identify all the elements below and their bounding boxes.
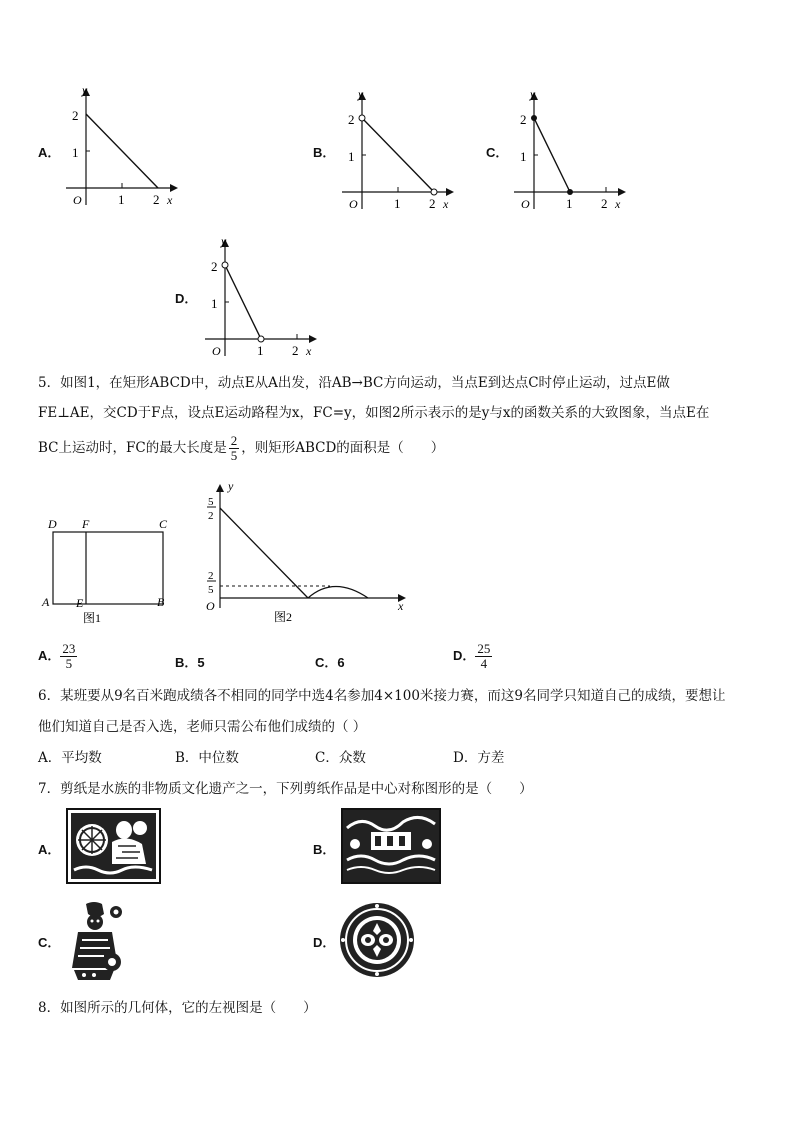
q5-option-b[interactable]: B．5 [175, 655, 205, 670]
q5-stem-line2: FE⊥AE，交CD于F点，设点E运动路程为x，FC=y，如图2所示表示的是y与x的函数关系的大致图象，当点E在 [38, 405, 710, 421]
q6-option-d[interactable]: D．方差 [453, 750, 505, 766]
svg-text:2: 2 [208, 570, 214, 582]
q8-stem: 8．如图所示的几何体，它的左视图是（ ） [38, 1000, 317, 1016]
svg-text:2: 2 [153, 192, 160, 207]
q7-option-a-papercut-image[interactable] [66, 808, 161, 884]
q4-option-c-label[interactable]: C． [486, 145, 509, 160]
svg-text:1: 1 [72, 145, 79, 160]
q4-option-a-label[interactable]: A． [38, 145, 61, 160]
svg-text:2: 2 [520, 112, 527, 127]
svg-text:y: y [228, 479, 234, 493]
q6-option-b[interactable]: B．中位数 [175, 750, 239, 766]
svg-text:C: C [159, 517, 168, 531]
q5-option-d-fraction: $\frac{25}{4}$ [477, 641, 491, 671]
svg-text:图2: 图2 [274, 610, 293, 624]
q4-option-c-graph [506, 84, 636, 214]
q5-stem-line3 [38, 434, 444, 462]
svg-text:2: 2 [348, 112, 355, 127]
svg-text:5: 5 [208, 584, 214, 596]
q7-option-b-label[interactable]: B． [313, 842, 336, 857]
q7-option-c-label[interactable]: C． [38, 935, 61, 950]
svg-text:2: 2 [429, 196, 436, 211]
svg-text:x: x [398, 599, 404, 613]
q6-option-c[interactable]: C．众数 [315, 750, 366, 766]
svg-text:x: x [443, 197, 449, 211]
q4-option-d-graph [197, 231, 327, 361]
svg-text:x: x [615, 197, 621, 211]
svg-text:y: y [221, 234, 227, 248]
q5-figure2 [200, 478, 415, 628]
svg-text:1: 1 [118, 192, 125, 207]
svg-text:1: 1 [348, 149, 355, 164]
svg-text:x: x [167, 193, 173, 207]
q5-option-a[interactable]: A． $\frac{23}{5}$ [38, 641, 76, 671]
svg-text:1: 1 [566, 196, 573, 211]
q7-option-d-label[interactable]: D． [313, 935, 336, 950]
q7-option-c-papercut-image[interactable] [64, 900, 126, 982]
q5-max-fraction: $\frac{2}{5}$ [230, 433, 238, 463]
q5-line3-text: BC上运动时，FC的最大长度是 [38, 440, 227, 457]
q4-option-b-label[interactable]: B． [313, 145, 336, 160]
q7-stem: 7．剪纸是水族的非物质文化遗产之一，下列剪纸作品是中心对称图形的是（ ） [38, 781, 533, 797]
q4-option-d-label[interactable]: D． [175, 291, 198, 306]
svg-text:x: x [306, 344, 312, 358]
svg-text:O: O [73, 193, 82, 207]
q5-stem-line1: 5．如图1，在矩形ABCD中，动点E从A出发，沿AB→BC方向运动，当点E到达点C时停止运动，过点E做 [38, 375, 670, 391]
svg-text:y: y [530, 87, 536, 101]
svg-text:A: A [42, 595, 50, 609]
svg-text:2: 2 [601, 196, 608, 211]
svg-text:D: D [48, 517, 57, 531]
q5-figure1 [40, 512, 180, 627]
svg-text:2: 2 [211, 259, 218, 274]
svg-text:O: O [212, 344, 221, 358]
q6-stem-line2: 他们知道自己是否入选，老师只需公布他们成绩的（ ） [38, 719, 367, 735]
svg-text:y: y [358, 87, 364, 101]
q5-option-a-fraction: $\frac{23}{5}$ [62, 641, 76, 671]
q7-option-d-papercut-image[interactable] [338, 901, 416, 979]
q5-option-d[interactable]: D． $\frac{25}{4}$ [453, 641, 491, 671]
q5-option-c[interactable]: C．6 [315, 655, 345, 670]
q6-stem-line1: 6．某班要从9名百米跑成绩各不相同的同学中选4名参加4×100米接力赛，而这9名同学只知道自己的成绩，要想让 [38, 688, 726, 704]
q4-option-b-graph [334, 84, 464, 214]
svg-text:F: F [82, 517, 90, 531]
svg-text:1: 1 [211, 296, 218, 311]
svg-text:O: O [206, 599, 215, 613]
svg-text:2: 2 [292, 343, 299, 358]
q4-option-a-graph [58, 80, 188, 210]
svg-text:1: 1 [520, 149, 527, 164]
svg-text:O: O [521, 197, 530, 211]
svg-text:图1: 图1 [83, 611, 102, 625]
svg-text:B: B [157, 595, 165, 609]
q7-option-b-papercut-image[interactable] [341, 808, 441, 884]
svg-text:5: 5 [208, 496, 214, 508]
q6-option-a[interactable]: A．平均数 [38, 750, 102, 766]
q7-option-a-label[interactable]: A． [38, 842, 61, 857]
svg-text:O: O [349, 197, 358, 211]
svg-text:1: 1 [394, 196, 401, 211]
svg-text:E: E [76, 596, 84, 610]
q5-line3-tail: ，则矩形ABCD的面积是（ ） [241, 440, 445, 457]
svg-text:y: y [82, 83, 88, 97]
svg-text:1: 1 [257, 343, 264, 358]
svg-text:2: 2 [72, 108, 79, 123]
svg-text:2: 2 [208, 510, 214, 522]
